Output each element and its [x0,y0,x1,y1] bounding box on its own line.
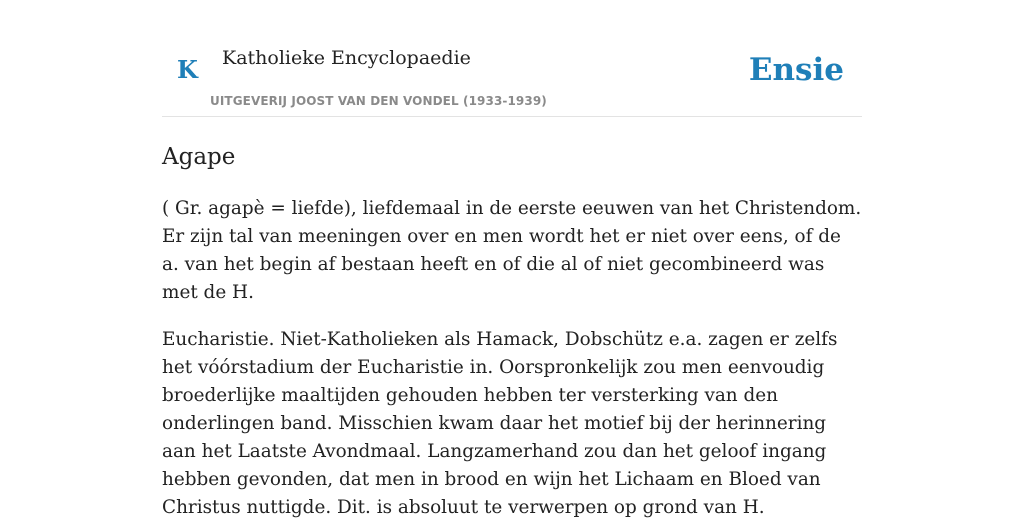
encyclopedia-title[interactable]: Katholieke Encyclopaedie [222,47,471,69]
site-header [162,0,862,117]
publisher-subtitle: UITGEVERIJ JOOST VAN DEN VONDEL (1933-1939) [210,94,547,108]
article-paragraph: Eucharistie. Niet-Katholieken als Hamack, Dobschütz e.a. zagen er zelfs het vóórstadium der Eucharistie in. Oorspronkelijk zou men eenvoudig broederlijke maaltijden gehouden hebben ter versterking van den onderlingen band. Misschien kwam daar het motief bij der herinnering aan het Laatste Avondmaal. Langzamerhand zou dan het geloof ingang hebben gevonden, dat men in brood en wijn het Lichaam en Bloed van Christus nuttigde. Dit. is absoluut te verwerpen op grond van H. [162,329,838,518]
article-paragraph: ( Gr. agapè = liefde), liefdemaal in de eerste eeuwen van het Christendom. Er zijn tal van meeningen over en men wordt het er niet over eens, of de a. van het begin af bestaan heeft en of die al of niet gecombineerd was met de H. [162,198,862,303]
page-container [162,0,862,522]
ensie-brand-link[interactable]: Ensie [748,52,844,88]
encyclopedia-logo[interactable]: K [177,55,198,84]
article-title: Agape [162,144,236,170]
article [162,142,862,522]
